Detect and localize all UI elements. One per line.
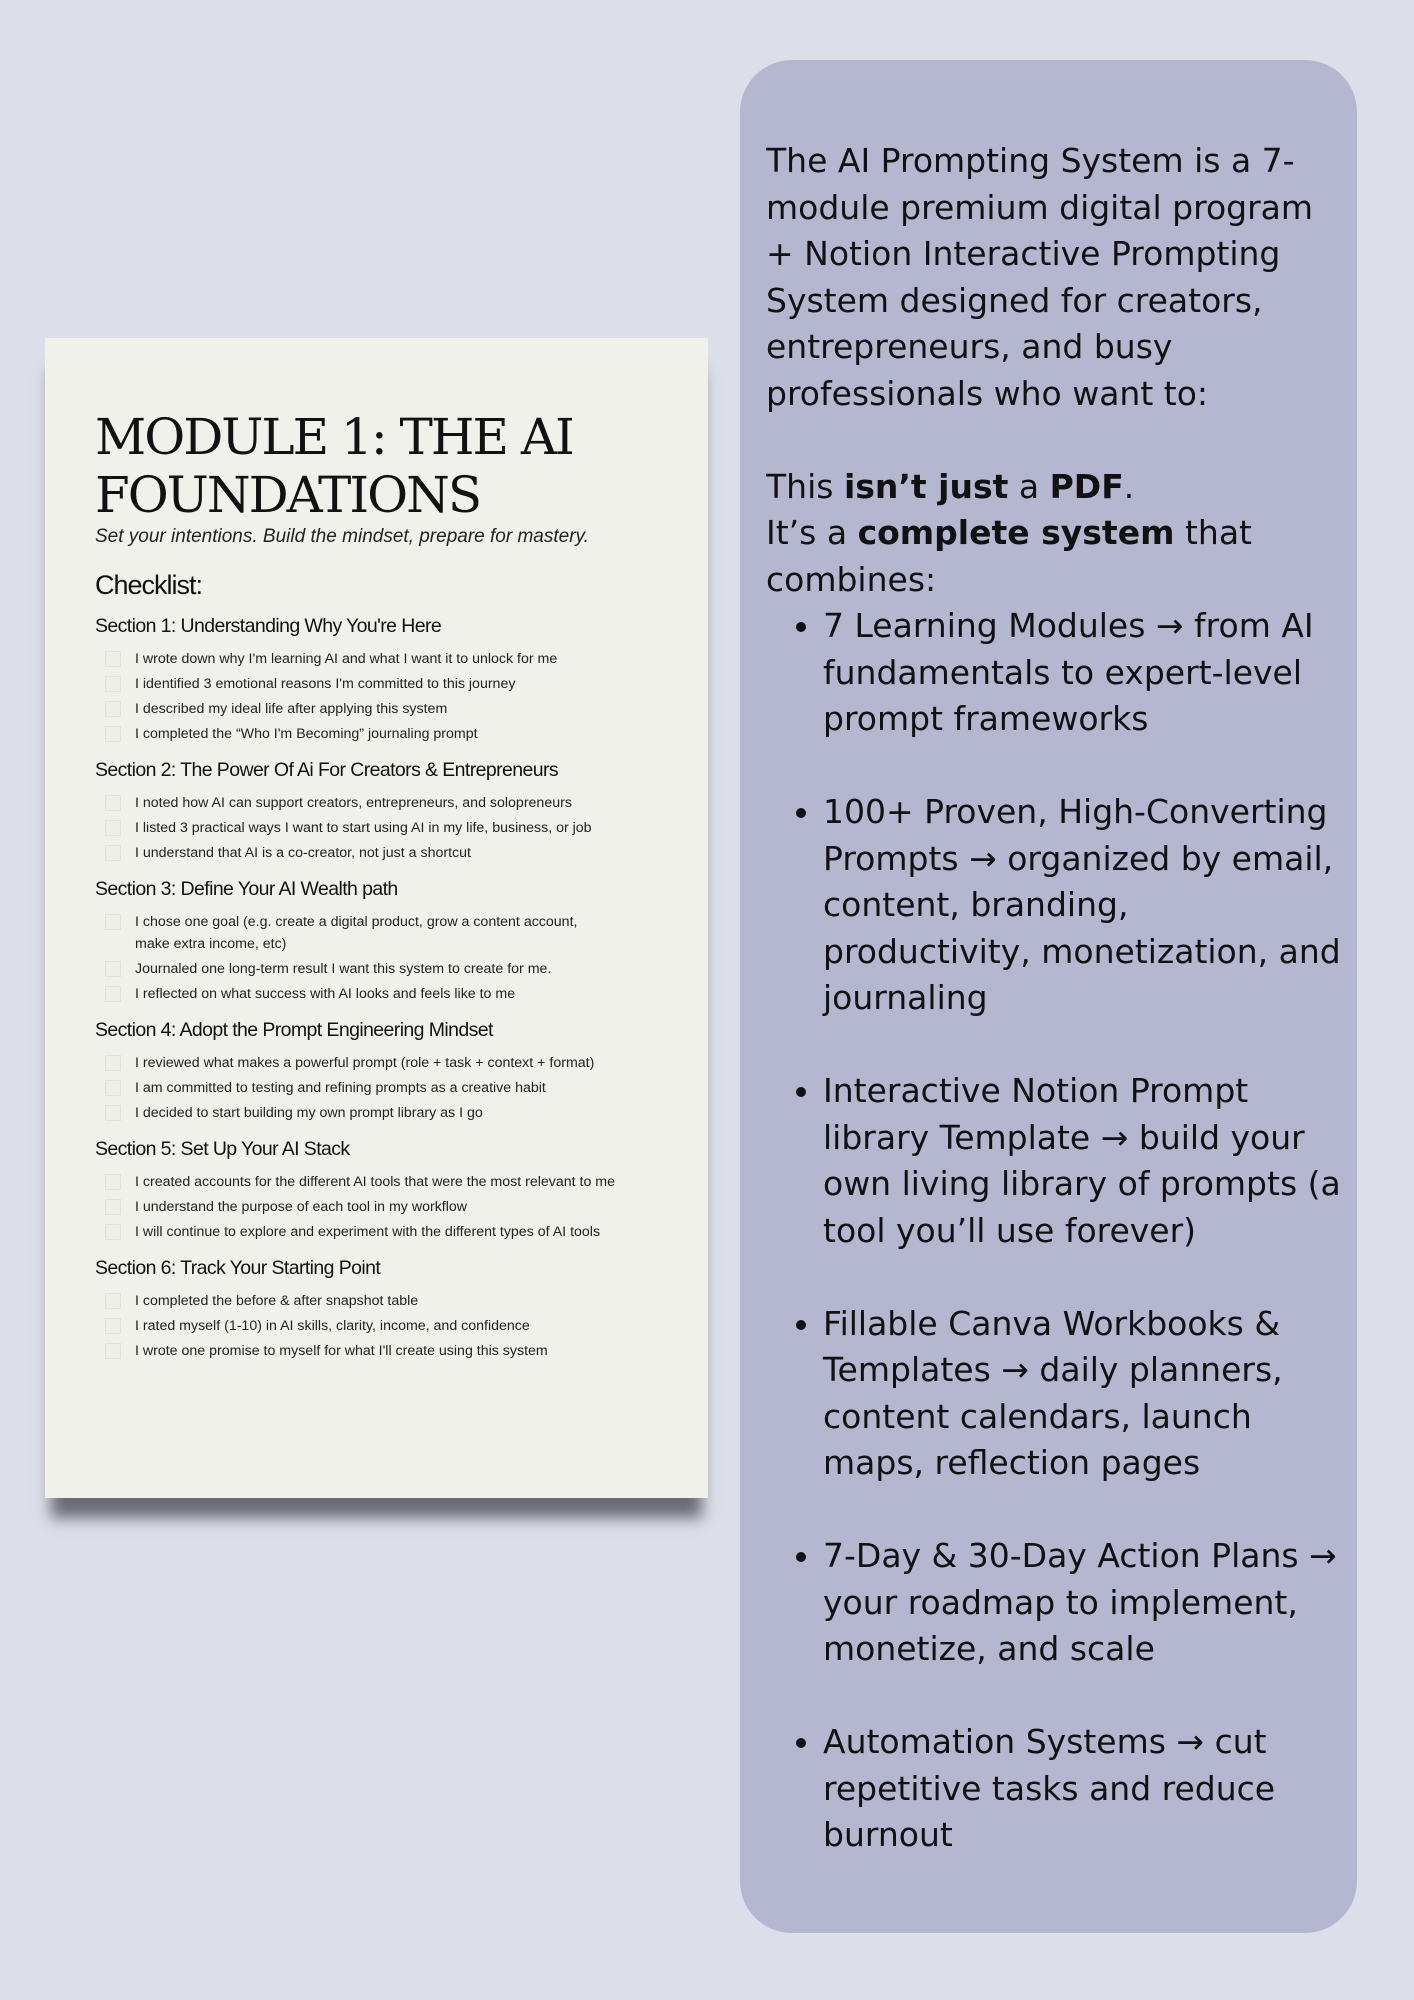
checklist-item: [105, 1196, 658, 1218]
intro-paragraph: The AI Prompting System is a 7-module premium digital program + Notion Interactive Prompting System designed for creators, entrepreneurs, and busy professionals who want to:: [766, 141, 1314, 413]
complete-system-line: [766, 510, 1346, 603]
checklist-heading: Checklist:: [95, 570, 203, 600]
checklist-item-label: I completed the before & after snapshot table: [135, 1293, 419, 1309]
checklist-item: [105, 673, 658, 695]
title-line-1: MODULE 1: THE AI: [95, 408, 573, 466]
text: It’s a: [766, 513, 858, 552]
section-heading: Section 2: The Power Of Ai For Creators & Entrepreneurs: [95, 759, 559, 781]
checkbox[interactable]: [105, 1199, 121, 1215]
checklist-item: [105, 1171, 658, 1193]
checkbox[interactable]: [105, 651, 121, 667]
checklist-item: [105, 958, 658, 980]
checklist-item-label: I described my ideal life after applying this system: [135, 701, 448, 717]
text: .: [1123, 466, 1135, 506]
checklist-item: [105, 911, 658, 955]
checklist-item: [105, 648, 658, 670]
checkbox[interactable]: [105, 845, 121, 861]
section-heading: Section 3: Define Your AI Wealth path: [95, 878, 398, 900]
checklist-item: [105, 1221, 658, 1243]
checkbox[interactable]: [105, 820, 121, 836]
text: a: [1008, 466, 1050, 506]
checklist-item: [105, 1340, 658, 1362]
checkbox[interactable]: [105, 986, 121, 1002]
checklist-item: [105, 842, 658, 864]
checklist-item-label: I am committed to testing and refining prompts as a creative habit: [135, 1080, 546, 1096]
feature-list: [766, 603, 1346, 1859]
checklist-item: [105, 792, 658, 814]
checklist-item-label: I chose one goal (e.g. create a digital product, grow a content account, make extra income, etc): [135, 914, 578, 952]
checkbox[interactable]: [105, 701, 121, 717]
checklist-item-label: I rated myself (1-10) in AI skills, clarity, income, and confidence: [135, 1318, 530, 1334]
checkbox[interactable]: [105, 1343, 121, 1359]
section-heading: Section 4: Adopt the Prompt Engineering Mindset: [95, 1019, 493, 1041]
checklist-item-label: I created accounts for the different AI tools that were the most relevant to me: [135, 1174, 616, 1190]
checklist-item: [105, 1077, 658, 1099]
checklist-item-label: I reviewed what makes a powerful prompt (role + task + context + format): [135, 1055, 595, 1071]
checkbox[interactable]: [105, 795, 121, 811]
title-line-2: FOUNDATIONS: [95, 466, 481, 524]
checklist-item-label: I understand the purpose of each tool in my workflow: [135, 1199, 468, 1215]
checklist-item-label: I decided to start building my own prompt library as I go: [135, 1105, 483, 1121]
checklist-item-label: I reflected on what success with AI looks and feels like to me: [135, 986, 516, 1002]
checklist-item: [105, 698, 658, 720]
bold-text: PDF: [1049, 466, 1124, 506]
feature-bullet: • 100+ Proven, High-Converting Prompts → organized by email, content, branding, productivity, monetization, and journaling: [823, 789, 1346, 1022]
checkbox[interactable]: [105, 1105, 121, 1121]
not-just-pdf-line: [766, 464, 1346, 511]
checkbox[interactable]: [105, 1224, 121, 1240]
feature-bullet: • 7-Day & 30-Day Action Plans → your roadmap to implement, monetize, and scale: [823, 1533, 1346, 1673]
feature-bullet: • 7 Learning Modules → from AI fundamentals to expert-level prompt frameworks: [823, 603, 1346, 743]
checklist-item: [105, 1315, 658, 1337]
bold-text: isn’t just: [843, 466, 1009, 506]
module-checklist-page: [45, 338, 708, 1498]
checklist-item: [105, 723, 658, 745]
section-heading: Section 5: Set Up Your AI Stack: [95, 1138, 350, 1160]
description-panel: [740, 60, 1357, 1933]
checklist-item: [105, 983, 658, 1005]
module-subtitle: Set your intentions. Build the mindset, prepare for mastery.: [95, 526, 589, 547]
checklist-item-label: I identified 3 emotional reasons I'm committed to this journey: [135, 676, 516, 692]
checklist-item: [105, 1290, 658, 1312]
checklist-item-label: I will continue to explore and experiment with the different types of AI tools: [135, 1224, 601, 1240]
module-title: [95, 408, 658, 524]
checklist-item-label: I wrote down why I'm learning AI and what I want it to unlock for me: [135, 651, 558, 667]
bold-text: complete system: [857, 513, 1175, 552]
checkbox[interactable]: [105, 1080, 121, 1096]
checkbox[interactable]: [105, 1055, 121, 1071]
checklist-sections: [95, 615, 658, 1362]
checkbox[interactable]: [105, 961, 121, 977]
checklist-item-label: I wrote one promise to myself for what I'll create using this system: [135, 1343, 548, 1359]
feature-bullet: • Interactive Notion Prompt library Template → build your own living library of prompts (a tool you’ll use forever): [823, 1068, 1346, 1254]
text: that combines:: [766, 513, 1252, 599]
checklist-item: [105, 1052, 658, 1074]
checkbox[interactable]: [105, 1318, 121, 1334]
checkbox[interactable]: [105, 1174, 121, 1190]
checkbox[interactable]: [105, 1293, 121, 1309]
section-heading: Section 6: Track Your Starting Point: [95, 1257, 381, 1279]
checklist-item-label: Journaled one long-term result I want this system to create for me.: [135, 961, 552, 977]
checklist-item-label: I understand that AI is a co-creator, not just a shortcut: [135, 845, 471, 861]
checkbox[interactable]: [105, 676, 121, 692]
feature-bullet: • Automation Systems → cut repetitive tasks and reduce burnout: [823, 1719, 1346, 1859]
checklist-item: [105, 817, 658, 839]
text: This: [766, 466, 844, 506]
checklist-item-label: I noted how AI can support creators, entrepreneurs, and solopreneurs: [135, 795, 572, 811]
checklist-item: [105, 1102, 658, 1124]
feature-bullet: • Fillable Canva Workbooks & Templates → daily planners, content calendars, launch maps, reflection pages: [823, 1301, 1346, 1487]
checklist-item-label: I listed 3 practical ways I want to start using AI in my life, business, or job: [135, 820, 592, 836]
checkbox[interactable]: [105, 726, 121, 742]
checkbox[interactable]: [105, 914, 121, 930]
checklist-item-label: I completed the “Who I'm Becoming” journaling prompt: [135, 726, 478, 742]
section-heading: Section 1: Understanding Why You're Here: [95, 615, 442, 637]
